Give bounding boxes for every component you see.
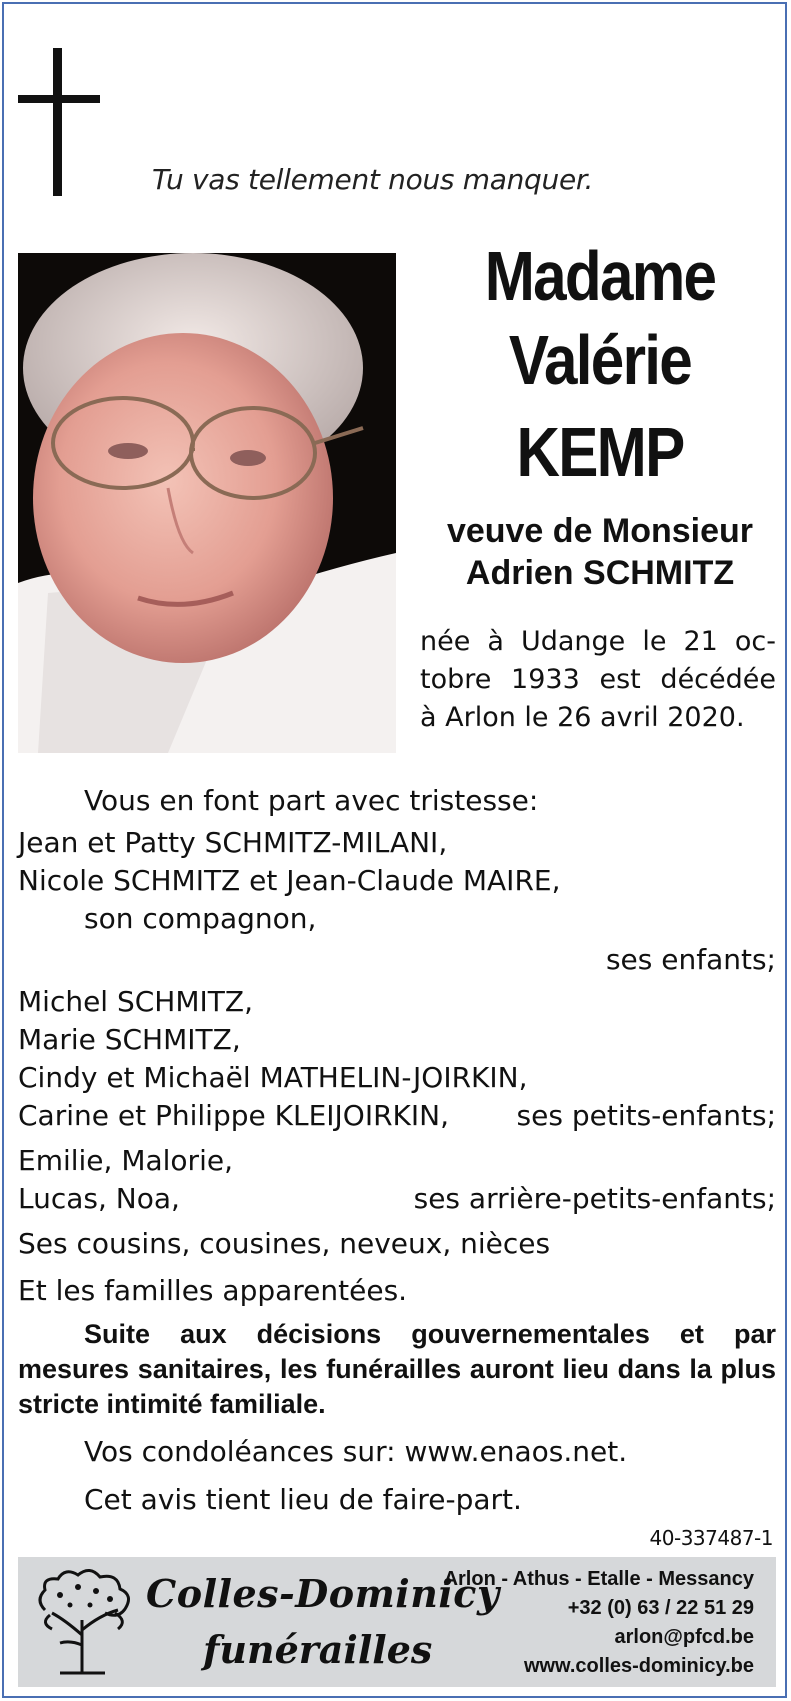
birth-line3: à Arlon le 26 avril 2020. xyxy=(420,702,745,733)
funeral-home-banner xyxy=(18,1557,776,1687)
children-line1: Jean et Patty SCHMITZ-MILANI, xyxy=(18,826,448,859)
grandchildren-line2: Marie SCHMITZ, xyxy=(18,1023,241,1056)
reference-number: 40-337487-1 xyxy=(649,1526,773,1550)
widow-of-line1: veuve de Monsieur xyxy=(446,512,754,550)
brand-name: Colles-Dominicy xyxy=(146,1571,500,1616)
birth-death-info xyxy=(420,623,776,737)
cousins-line: Ses cousins, cousines, neveux, nièces xyxy=(18,1227,551,1260)
great-grandchildren-role: ses arrière-petits-enfants; xyxy=(413,1182,776,1215)
children-line2: Nicole SCHMITZ et Jean-Claude MAIRE, xyxy=(18,864,561,897)
grandchildren-role: ses petits-enfants; xyxy=(516,1099,776,1132)
condolences-line: Vos condoléances sur: www.enaos.net. xyxy=(84,1435,628,1468)
children-role: ses enfants; xyxy=(605,943,776,976)
tree-icon xyxy=(30,1565,140,1677)
families-line: Et les familles apparentées. xyxy=(18,1274,408,1307)
phone-number: +32 (0) 63 / 22 51 29 xyxy=(567,1597,754,1619)
grandchildren-line1: Michel SCHMITZ, xyxy=(18,985,253,1018)
children-line3: son compagnon, xyxy=(84,902,317,935)
grandchildren-line3: Cindy et Michaël MATHELIN-JOIRKIN, xyxy=(18,1061,528,1094)
cross-icon xyxy=(18,48,100,196)
name-last: KEMP xyxy=(516,413,684,491)
sanitary-notice xyxy=(18,1317,776,1422)
portrait-photo xyxy=(18,253,396,753)
name-first: Valérie xyxy=(508,321,692,399)
great-grandchildren-line1: Emilie, Malorie, xyxy=(18,1144,233,1177)
website-link[interactable]: www.colles-dominicy.be xyxy=(523,1655,754,1677)
great-grandchildren-line2-row xyxy=(18,1180,776,1218)
sanitary-notice-text: Suite aux décisions gouvernementales et par mesures sanitaires, les funérailles auront lieu dans la plus stricte intimité familiale. xyxy=(18,1319,776,1419)
faire-part-line: Cet avis tient lieu de faire-part. xyxy=(84,1483,522,1516)
grandchildren-line4-row xyxy=(18,1097,776,1135)
contact-info xyxy=(444,1565,754,1681)
birth-line2: tobre 1933 est décédée xyxy=(420,664,776,695)
birth-line1: née à Udange le 21 oc- xyxy=(420,626,776,657)
announcement-intro: Vous en font part avec tristesse: xyxy=(84,784,539,817)
brand-subtitle: funérailles xyxy=(203,1627,433,1672)
tagline: Tu vas tellement nous manquer. xyxy=(152,163,594,196)
grandchildren-line4: Carine et Philippe KLEIJOIRKIN, xyxy=(18,1099,450,1132)
great-grandchildren-line2: Lucas, Noa, xyxy=(18,1182,180,1215)
name-title: Madame xyxy=(484,237,716,315)
locations: Arlon - Athus - Etalle - Messancy xyxy=(443,1568,754,1590)
email-address: arlon@pfcd.be xyxy=(614,1626,754,1648)
widow-of-line2: Adrien SCHMITZ xyxy=(465,554,735,592)
